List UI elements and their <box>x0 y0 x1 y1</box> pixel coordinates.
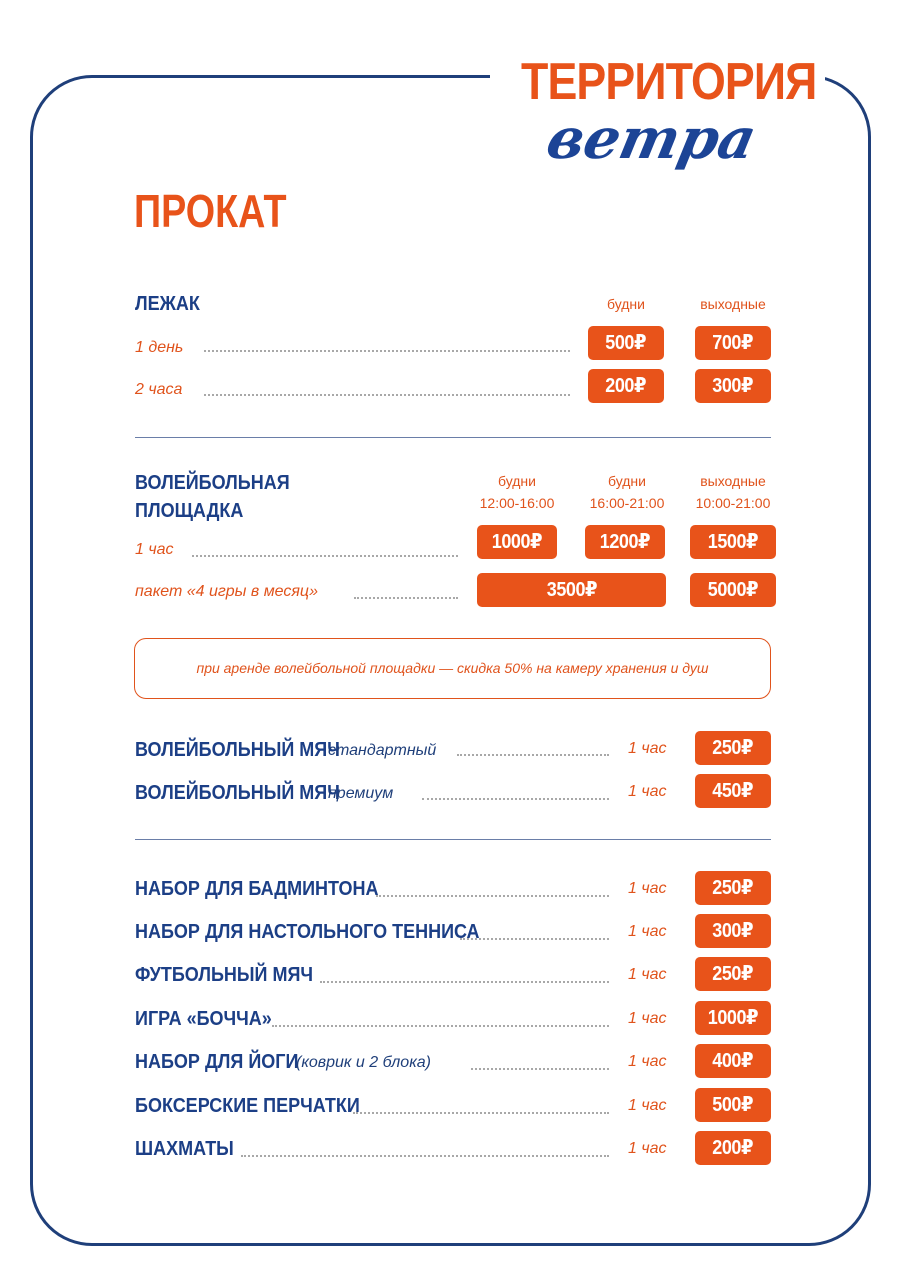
item-duration: 1 час <box>628 923 667 940</box>
discount-note: при аренде волейбольной площадки — скидка 50% на камеру хранения и душ <box>134 638 771 699</box>
price-badge: 250₽ <box>695 871 771 905</box>
price-badge: 300₽ <box>695 369 771 403</box>
court-col-time: 16:00-21:00 <box>589 495 665 511</box>
leader-dots <box>204 394 570 396</box>
price-badge: 250₽ <box>695 731 771 765</box>
price-badge: 1500₽ <box>690 525 776 559</box>
item-duration: 1 час <box>628 1053 667 1070</box>
brand-logo-line2: ветра <box>540 106 763 172</box>
item-duration: 1 час <box>628 1140 667 1157</box>
item-variant: премиум <box>328 785 394 802</box>
price-badge: 250₽ <box>695 957 771 991</box>
lounger-col-weekdays: будни <box>607 296 645 312</box>
item-name: ВОЛЕЙБОЛЬНЫЙ МЯЧ <box>135 782 340 804</box>
price-badge: 500₽ <box>695 1088 771 1122</box>
item-variant: стандартный <box>328 742 437 759</box>
price-badge: 1000₽ <box>477 525 557 559</box>
lounger-row-label: 2 часа <box>135 381 183 398</box>
price-badge: 1000₽ <box>695 1001 771 1035</box>
court-col-day: будни <box>498 473 536 489</box>
item-name: ФУТБОЛЬНЫЙ МЯЧ <box>135 964 314 986</box>
court-col-day: выходные <box>700 473 766 489</box>
price-badge-wide: 3500₽ <box>477 573 666 607</box>
item-name: НАБОР ДЛЯ БАДМИНТОНА <box>135 878 379 900</box>
court-col-time: 10:00-21:00 <box>695 495 771 511</box>
price-badge: 450₽ <box>695 774 771 808</box>
court-heading-line1: ВОЛЕЙБОЛЬНАЯ <box>135 472 290 494</box>
price-badge: 5000₽ <box>690 573 776 607</box>
item-duration: 1 час <box>628 740 667 757</box>
price-badge: 1200₽ <box>585 525 665 559</box>
price-badge: 400₽ <box>695 1044 771 1078</box>
price-badge: 200₽ <box>695 1131 771 1165</box>
court-heading-line2: ПЛОЩАДКА <box>135 500 244 522</box>
leader-dots <box>353 1112 609 1114</box>
leader-dots <box>320 981 609 983</box>
lounger-col-weekend: выходные <box>700 296 766 312</box>
lounger-row-label: 1 день <box>135 339 184 356</box>
price-badge: 700₽ <box>695 326 771 360</box>
item-name: ШАХМАТЫ <box>135 1138 234 1160</box>
price-badge: 300₽ <box>695 914 771 948</box>
section-divider <box>135 839 771 840</box>
price-badge: 500₽ <box>588 326 664 360</box>
item-name: БОКСЕРСКИЕ ПЕРЧАТКИ <box>135 1095 360 1117</box>
lounger-heading: ЛЕЖАК <box>135 293 200 315</box>
leader-dots <box>460 938 609 940</box>
item-variant: (коврик и 2 блока) <box>296 1054 431 1071</box>
item-name: ИГРА «БОЧЧА» <box>135 1008 272 1030</box>
court-col-time: 12:00-16:00 <box>479 495 555 511</box>
leader-dots <box>457 754 609 756</box>
price-badge: 200₽ <box>588 369 664 403</box>
item-name: НАБОР ДЛЯ ЙОГИ <box>135 1051 299 1073</box>
item-duration: 1 час <box>628 966 667 983</box>
leader-dots <box>471 1068 609 1070</box>
court-row-label: 1 час <box>135 541 174 558</box>
item-duration: 1 час <box>628 1010 667 1027</box>
court-row-label: пакет «4 игры в месяц» <box>135 583 318 600</box>
leader-dots <box>272 1025 609 1027</box>
leader-dots <box>354 597 458 599</box>
item-name: ВОЛЕЙБОЛЬНЫЙ МЯЧ <box>135 739 340 761</box>
leader-dots <box>204 350 570 352</box>
leader-dots <box>422 798 609 800</box>
item-duration: 1 час <box>628 1097 667 1114</box>
item-duration: 1 час <box>628 783 667 800</box>
section-divider <box>135 437 771 438</box>
leader-dots <box>241 1155 609 1157</box>
leader-dots <box>376 895 609 897</box>
brand-logo-line1: ТЕРРИТОРИЯ <box>521 53 817 111</box>
item-duration: 1 час <box>628 880 667 897</box>
page-title: ПРОКАТ <box>134 185 287 237</box>
court-col-day: будни <box>608 473 646 489</box>
item-name: НАБОР ДЛЯ НАСТОЛЬНОГО ТЕННИСА <box>135 921 480 943</box>
leader-dots <box>192 555 458 557</box>
